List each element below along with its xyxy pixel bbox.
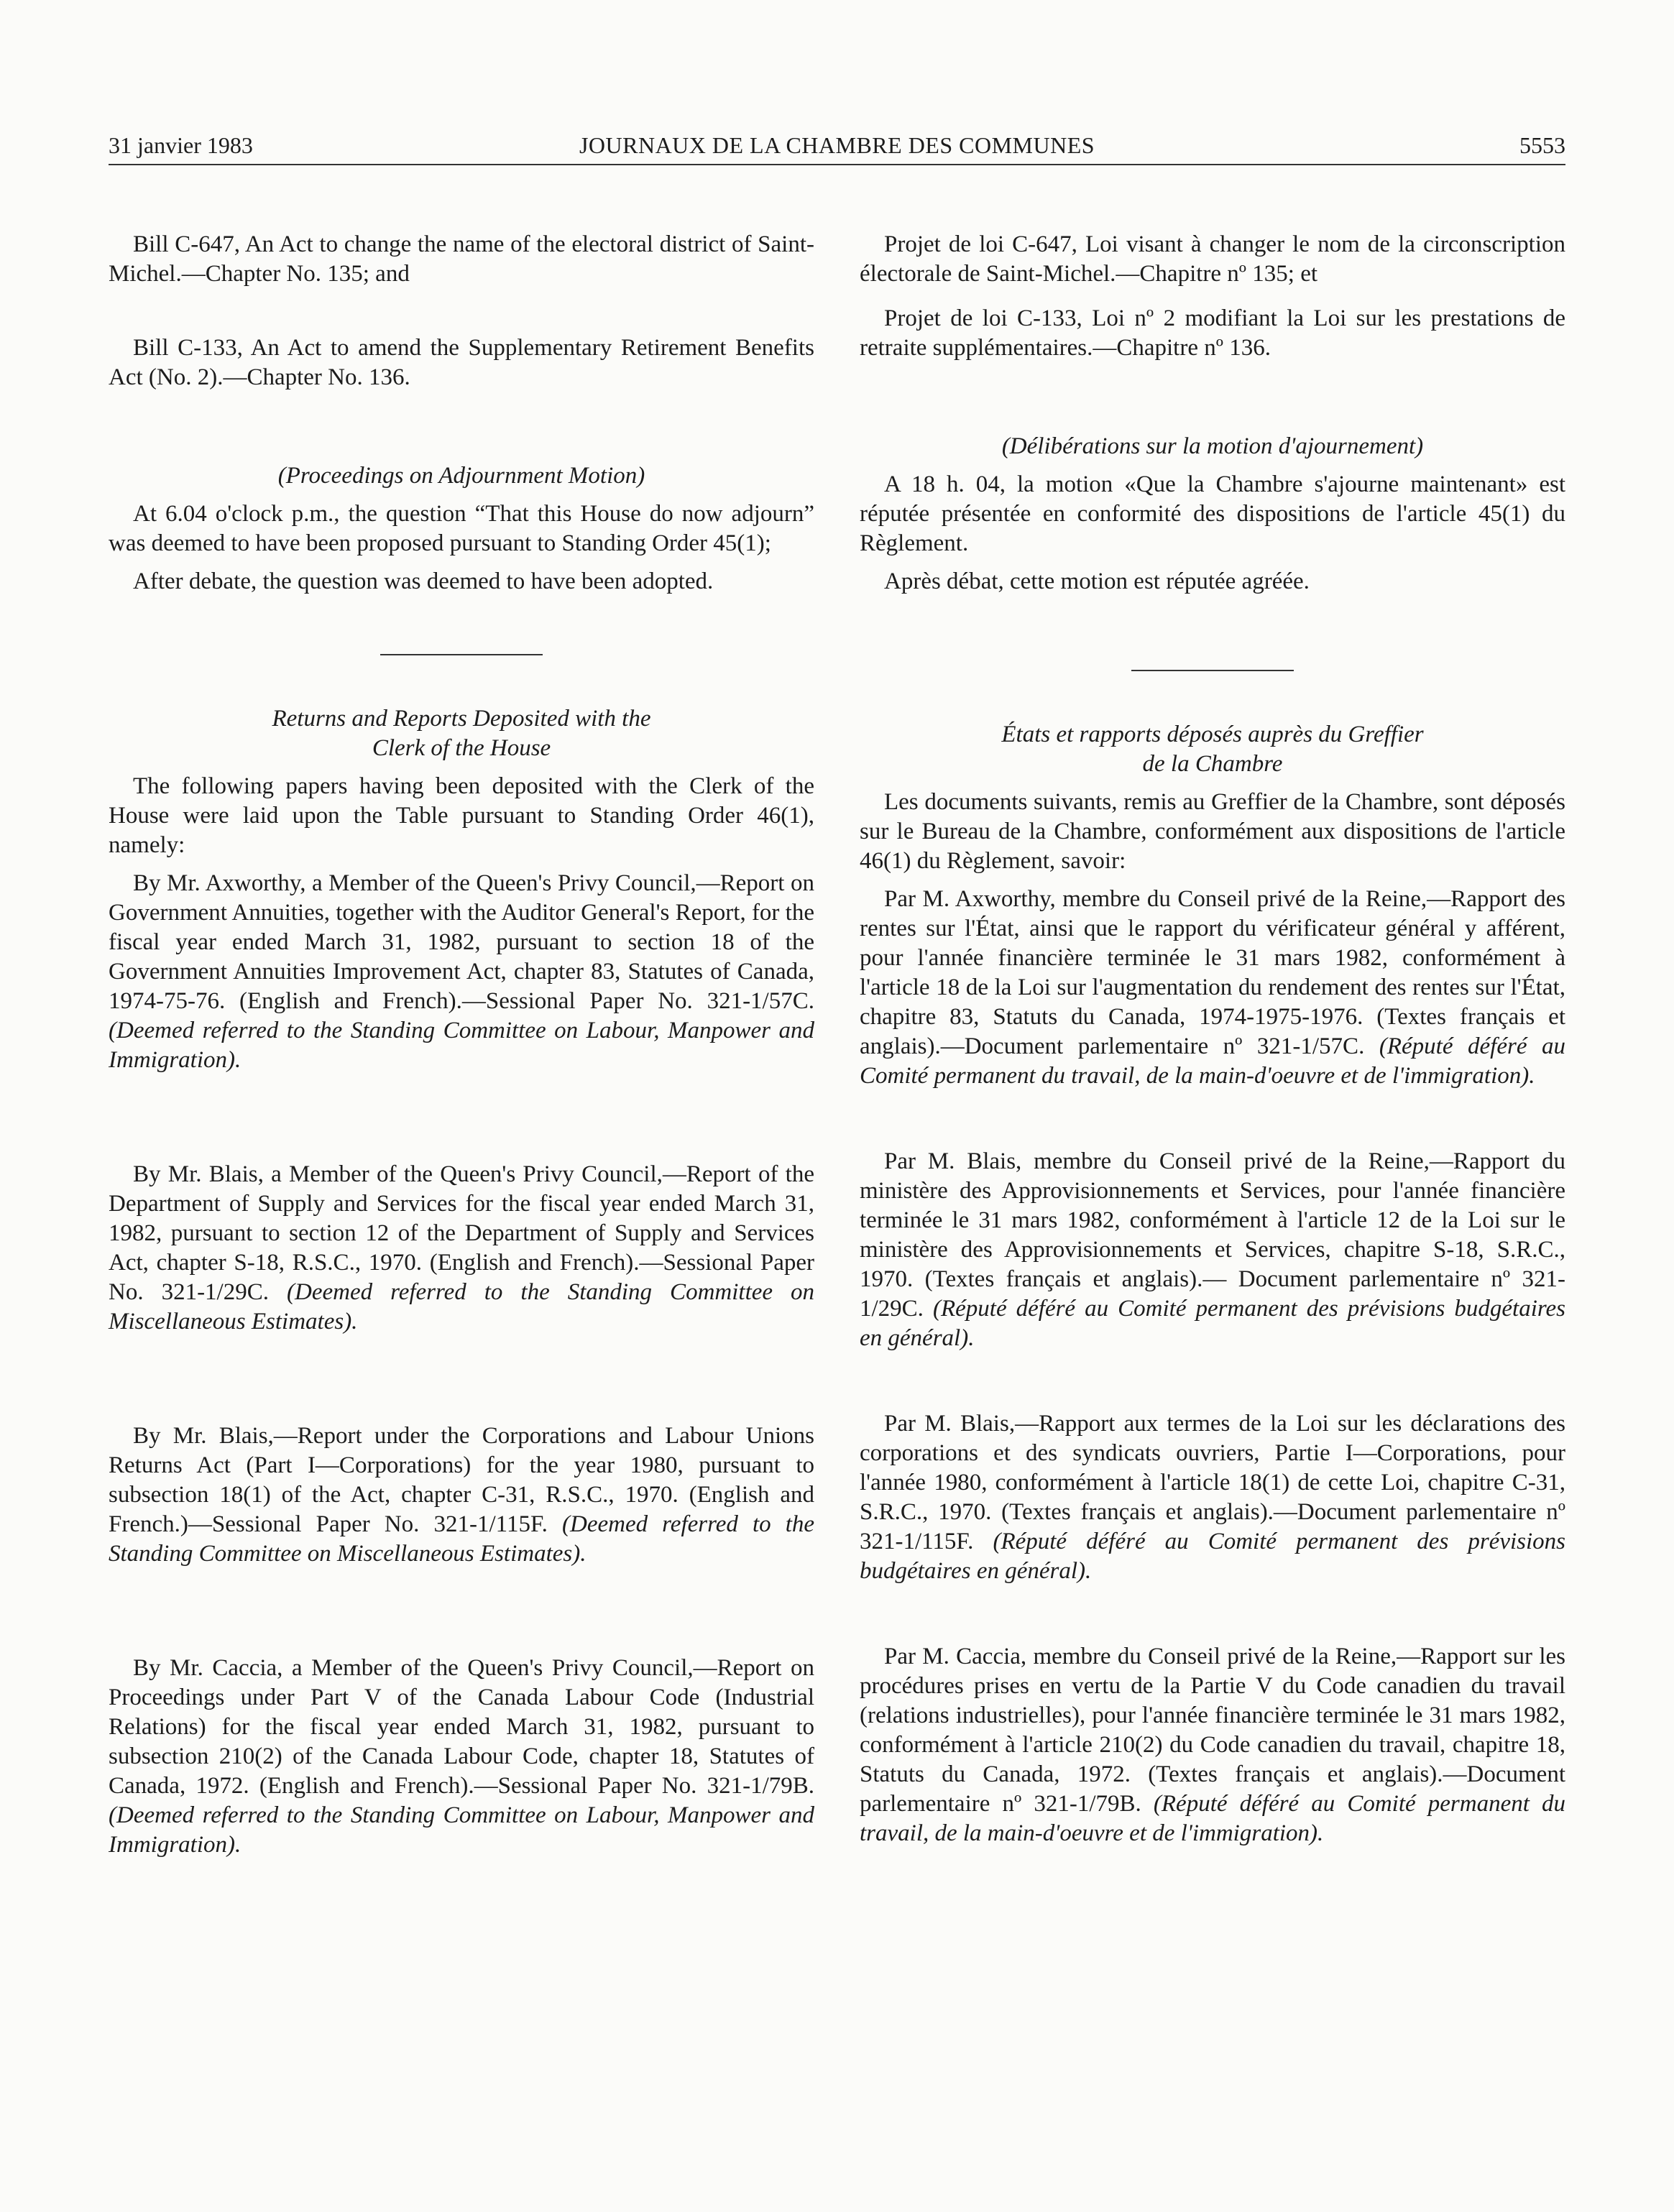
- caccia-ref-en: (Deemed referred to the Standing Committee on Labour, Manpower and Immigration).: [109, 1802, 814, 1858]
- caccia-report-en: [109, 1654, 814, 1860]
- blais2-ref-en: (Deemed referred to the Standing Committee on Miscellaneous Estimates).: [109, 1511, 815, 1567]
- blais-supply-report-en: [109, 1160, 814, 1337]
- axworthy-report-en: [109, 869, 814, 1075]
- bill-c647-en: Bill C-647, An Act to change the name of the electoral district of Saint-Michel.—Chapter No. 135; and: [109, 231, 814, 287]
- adjournment-heading-en: (Proceedings on Adjournment Motion): [277, 463, 645, 489]
- adjournment-result-fr: Après débat, cette motion est réputée agréée.: [884, 568, 1310, 594]
- section-divider-fr: [1131, 670, 1294, 671]
- blais1-text-fr: Par M. Blais, membre du Conseil privé de la Reine,—Rapport du ministère des Approvisionnements et Services, pour l'année financière terminée le 31 mars 1982, conformément à l'article 12 de la Loi sur le ministère des Approvisionnements et Services, chapitre S-18, S.R.C., 1970. (Textes français et anglais).— Document parlementaire nº 321-1/29C.: [860, 1148, 1565, 1322]
- axworthy-ref-en: (Deemed referred to the Standing Committee on Labour, Manpower and Immigration).: [109, 1018, 814, 1073]
- blais2-text-en: By Mr. Blais,—Report under the Corporations and Labour Unions Returns Act (Part I—Corporations) for the year 1980, pursuant to subsection 18(1) of the Act, chapter C-31, R.S.C., 1970. (English and French.)—Sessional Paper No. 321-1/115F.: [109, 1423, 814, 1537]
- blais1-ref-fr: (Réputé déféré au Comité permanent des prévisions budgétaires en général).: [860, 1296, 1566, 1351]
- bill-c133-fr: Projet de loi C-133, Loi nº 2 modifiant la Loi sur les prestations de retraite supplémentaires.—Chapitre nº 136.: [860, 305, 1565, 361]
- bill-c647-fr: Projet de loi C-647, Loi visant à changer le nom de la circonscription électorale de Saint-Michel.—Chapitre nº 135; et: [860, 231, 1565, 287]
- returns-intro-en: The following papers having been deposited with the Clerk of the House were laid upon the Table pursuant to Standing Order 46(1), namely:: [109, 773, 814, 858]
- blais2-ref-fr: (Réputé déféré au Comité permanent des prévisions budgétaires en général).: [860, 1529, 1566, 1584]
- french-column: [860, 230, 1565, 1848]
- blais1-ref-en: (Deemed referred to the Standing Committee on Miscellaneous Estimates).: [109, 1279, 815, 1335]
- caccia-ref-fr: (Réputé déféré au Comité permanent du travail, de la main-d'oeuvre et de l'immigration).: [860, 1791, 1566, 1846]
- header-date: 31 janvier 1983: [109, 132, 253, 158]
- blais-corporations-report-en: [109, 1421, 814, 1569]
- adjournment-heading-fr: (Délibérations sur la motion d'ajournement): [1001, 433, 1424, 459]
- blais-corporations-report-fr: [860, 1409, 1565, 1586]
- returns-heading-line2-fr: de la Chambre: [1142, 751, 1283, 777]
- caccia-text-en: By Mr. Caccia, a Member of the Queen's Privy Council,—Report on Proceedings under Part V of the Canada Labour Code (Industrial Relations) for the fiscal year ended March 31, 1982, pursuant to subsection 210(2) of the Canada Labour Code, chapter 18, Statutes of Canada, 1972. (English and French).—Sessional Paper No. 321-1/79B.: [109, 1655, 814, 1799]
- axworthy-report-fr: [860, 885, 1565, 1091]
- caccia-text-fr: Par M. Caccia, membre du Conseil privé de la Reine,—Rapport sur les procédures prises en vertu de la Partie V du Code canadien du travail (relations industrielles), pour l'année financière terminée le 31 mars 1982, conformément à l'article 210(2) du Code canadien du travail, chapitre 18, Statuts du Canada, 1972. (Textes français et anglais).—Document parlementaire nº 321-1/79B.: [860, 1644, 1565, 1817]
- page-number: 5553: [1519, 132, 1565, 158]
- axworthy-ref-fr: (Réputé déféré au Comité permanent du travail, de la main-d'oeuvre et de l'immigration).: [860, 1033, 1566, 1089]
- caccia-report-fr: [860, 1642, 1565, 1848]
- journal-title: JOURNAUX DE LA CHAMBRE DES COMMUNES: [579, 132, 1095, 158]
- section-divider-en: [380, 654, 543, 655]
- bill-c133-en: Bill C-133, An Act to amend the Supplementary Retirement Benefits Act (No. 2).—Chapter No. 136.: [109, 335, 814, 390]
- blais2-text-fr: Par M. Blais,—Rapport aux termes de la Loi sur les déclarations des corporations et des syndicats ouvriers, Partie I—Corporations, pour l'année 1980, conformément à l'article 18(1) de cette Loi, chapitre C-31, S.R.C., 1970. (Textes français et anglais).—Document parlementaire nº 321-1/115F.: [860, 1411, 1565, 1554]
- blais-supply-report-fr: [860, 1147, 1565, 1353]
- returns-intro-fr: Les documents suivants, remis au Greffier de la Chambre, sont déposés sur le Bureau de la Chambre, conformément aux dispositions de l'article 46(1) du Règlement, savoir:: [860, 789, 1565, 874]
- returns-heading-line2-en: Clerk of the House: [372, 735, 551, 761]
- english-column: [109, 230, 814, 1860]
- adjournment-result-en: After debate, the question was deemed to have been adopted.: [133, 568, 714, 594]
- page-header: [109, 126, 1565, 165]
- axworthy-text-fr: Par M. Axworthy, membre du Conseil privé de la Reine,—Rapport des rentes sur l'État, ainsi que le rapport du vérificateur général y afférent, pour l'année financière terminée le 31 mars 1982, conformément à l'article 18 de la Loi sur l'augmentation du rendement des rentes sur l'État, chapitre 83, Statuts du Canada, 1974-1975-1976. (Textes français et anglais).—Document parlementaire nº 321-1/57C.: [860, 886, 1565, 1059]
- blais1-text-en: By Mr. Blais, a Member of the Queen's Privy Council,—Report of the Department of Supply and Services for the fiscal year ended March 31, 1982, pursuant to section 12 of the Department of Supply and Services Act, chapter S-18, R.S.C., 1970. (English and French).—Sessional Paper No. 321-1/29C.: [109, 1161, 814, 1305]
- returns-heading-line1-fr: États et rapports déposés auprès du Greffier: [1001, 722, 1424, 747]
- adjournment-text-en: At 6.04 o'clock p.m., the question “That this House do now adjourn” was deemed to have been proposed pursuant to Standing Order 45(1);: [109, 501, 814, 556]
- axworthy-text-en: By Mr. Axworthy, a Member of the Queen's Privy Council,—Report on Government Annuities, together with the Auditor General's Report, for the fiscal year ended March 31, 1982, pursuant to section 18 of the Government Annuities Improvement Act, chapter 83, Statutes of Canada, 1974-75-76. (English and French).—Sessional Paper No. 321-1/57C.: [109, 870, 814, 1014]
- returns-heading-line1-en: Returns and Reports Deposited with the: [272, 706, 651, 732]
- adjournment-text-fr: A 18 h. 04, la motion «Que la Chambre s'ajourne maintenant» est réputée présentée en conformité des dispositions de l'article 45(1) du Règlement.: [860, 471, 1565, 556]
